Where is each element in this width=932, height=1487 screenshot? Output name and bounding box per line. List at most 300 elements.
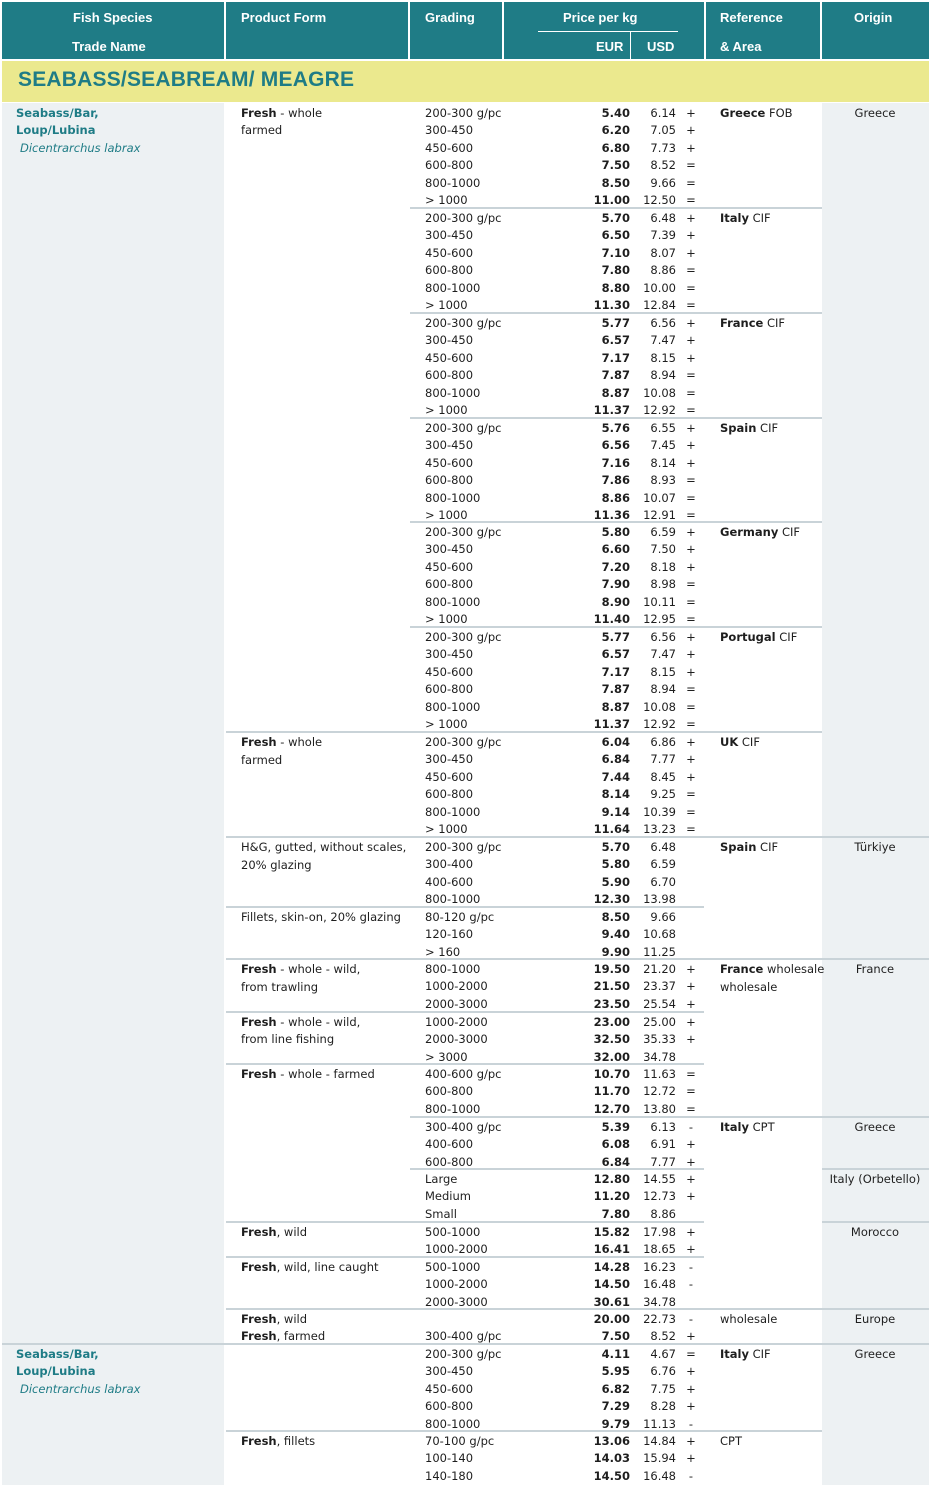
trend-indicator: + — [686, 542, 696, 556]
trend-indicator: + — [686, 1189, 696, 1203]
trend-indicator: = — [686, 491, 696, 505]
price-eur-cell: 9.90 — [601, 945, 630, 959]
header-eur-label: EUR — [596, 39, 624, 54]
grading-cell: 400-600 g/pc — [425, 1067, 502, 1081]
price-usd-cell: 22.73 — [643, 1312, 676, 1326]
price-usd-cell: 14.55 — [643, 1172, 676, 1186]
product-form — [241, 1312, 307, 1326]
product-form-bold: Fresh — [241, 1067, 277, 1081]
trend-indicator: = — [686, 508, 696, 522]
trend-indicator: + — [686, 246, 696, 260]
header-origin — [822, 2, 929, 59]
price-usd-cell: 12.92 — [643, 403, 676, 417]
price-usd-cell: 7.45 — [650, 438, 676, 452]
trend-indicator: = — [686, 368, 696, 382]
price-eur-cell: 11.00 — [593, 193, 630, 207]
price-eur-cell: 14.50 — [593, 1469, 630, 1483]
grading-cell: 200-300 g/pc — [425, 840, 502, 854]
price-eur-cell: 5.90 — [601, 875, 630, 889]
trend-indicator: = — [686, 1084, 696, 1098]
reference-term: CPT — [748, 1120, 775, 1134]
grading-cell: 200-300 g/pc — [425, 211, 502, 225]
grading-cell: 1000-2000 — [425, 1242, 488, 1256]
product-form-bold: Fresh — [241, 962, 277, 976]
grading-cell: 800-1000 — [425, 805, 481, 819]
reference-line2: wholesale — [720, 980, 778, 994]
price-eur-cell: 7.17 — [601, 351, 630, 365]
reference — [720, 211, 771, 225]
grading-cell: 300-450 — [425, 542, 474, 556]
reference: CPT — [720, 1434, 742, 1448]
block-divider — [2, 1343, 929, 1345]
trend-indicator: + — [686, 333, 696, 347]
reference — [720, 421, 778, 435]
reference-term: CIF — [756, 421, 779, 435]
price-eur-cell: 11.30 — [593, 298, 630, 312]
group-divider — [226, 1256, 704, 1258]
group-divider — [226, 906, 704, 908]
grading-cell: 800-1000 — [425, 1417, 481, 1431]
price-usd-cell: 25.00 — [643, 1015, 676, 1029]
price-eur-cell: 9.14 — [601, 805, 630, 819]
reference-country: Italy — [720, 1347, 749, 1361]
price-eur-cell: 32.50 — [593, 1032, 630, 1046]
product-form-line2: farmed — [241, 123, 283, 137]
price-eur-cell: 7.29 — [601, 1399, 630, 1413]
price-usd-cell: 8.45 — [650, 770, 676, 784]
trend-indicator: + — [686, 1451, 696, 1465]
price-eur-cell: 7.44 — [601, 770, 630, 784]
origin: Italy (Orbetello) — [829, 1172, 921, 1186]
grading-cell: 200-300 g/pc — [425, 1347, 502, 1361]
trend-indicator: = — [686, 1102, 696, 1116]
price-usd-cell: 6.56 — [650, 316, 676, 330]
grading-cell: 450-600 — [425, 141, 474, 155]
price-eur-cell: 7.16 — [601, 456, 630, 470]
grading-cell: 800-1000 — [425, 1102, 481, 1116]
price-eur-cell: 8.14 — [601, 787, 630, 801]
trend-indicator: + — [686, 1225, 696, 1239]
price-usd-cell: 7.47 — [650, 647, 676, 661]
product-form-bold: Fresh — [241, 1329, 277, 1343]
trend-indicator: = — [686, 1067, 696, 1081]
price-eur-cell: 8.87 — [601, 386, 630, 400]
price-eur-cell: 11.64 — [593, 822, 630, 836]
price-eur-cell: 8.86 — [601, 491, 630, 505]
trend-indicator: + — [686, 421, 696, 435]
price-usd-cell: 6.59 — [650, 857, 676, 871]
trend-indicator: + — [686, 316, 696, 330]
product-form-text: , wild, line caught — [276, 1260, 379, 1274]
price-usd-cell: 21.20 — [643, 962, 676, 976]
section-band — [2, 61, 929, 102]
price-usd-cell: 8.86 — [650, 1207, 676, 1221]
price-eur-cell: 12.70 — [593, 1102, 630, 1116]
price-eur-cell: 8.87 — [601, 700, 630, 714]
price-eur-cell: 11.37 — [593, 403, 630, 417]
trend-indicator: + — [686, 1032, 696, 1046]
price-usd-cell: 8.07 — [650, 246, 676, 260]
price-usd-cell: 12.91 — [643, 508, 676, 522]
origin-column — [822, 103, 929, 1485]
grading-cell: 800-1000 — [425, 892, 481, 906]
group-divider — [226, 1221, 704, 1223]
price-usd-cell: 6.48 — [650, 840, 676, 854]
trend-indicator: + — [686, 997, 696, 1011]
origin: Greece — [854, 1120, 896, 1134]
price-eur-cell: 5.80 — [601, 525, 630, 539]
reference-term: wholesale — [763, 962, 825, 976]
group-divider — [410, 417, 822, 419]
price-eur-cell: 12.30 — [593, 892, 630, 906]
group-divider — [226, 1430, 822, 1432]
price-eur-cell: 11.70 — [593, 1084, 630, 1098]
price-eur-cell: 6.20 — [601, 123, 630, 137]
price-usd-cell: 14.84 — [643, 1434, 676, 1448]
price-eur-cell: 13.06 — [593, 1434, 630, 1448]
product-form — [241, 1434, 315, 1448]
product-form-line2: farmed — [241, 753, 283, 767]
trend-indicator: = — [686, 193, 696, 207]
trend-indicator: = — [686, 158, 696, 172]
reference-term: FOB — [765, 106, 793, 120]
price-usd-cell: 25.54 — [643, 997, 676, 1011]
price-usd-cell: 12.92 — [643, 717, 676, 731]
trend-indicator: + — [686, 1382, 696, 1396]
grading-cell: > 1000 — [425, 193, 468, 207]
price-eur-cell: 11.20 — [593, 1189, 630, 1203]
trend-indicator: + — [686, 525, 696, 539]
grading-cell: 600-800 — [425, 787, 474, 801]
price-usd-cell: 12.50 — [643, 193, 676, 207]
group-divider — [822, 1221, 929, 1223]
price-eur-cell: 11.40 — [593, 612, 630, 626]
header-grading — [410, 2, 502, 59]
price-usd-cell: 8.52 — [650, 1329, 676, 1343]
product-form-text: - whole — [276, 735, 323, 749]
price-eur-cell: 21.50 — [593, 979, 630, 993]
price-usd-cell: 8.28 — [650, 1399, 676, 1413]
trend-indicator: + — [686, 1242, 696, 1256]
trend-indicator: = — [686, 717, 696, 731]
price-usd-cell: 17.98 — [643, 1225, 676, 1239]
price-usd-cell: 8.15 — [650, 351, 676, 365]
trend-indicator: = — [686, 787, 696, 801]
header-area-label: & Area — [720, 39, 762, 54]
product-form-bold: Fresh — [241, 1260, 277, 1274]
price-usd-cell: 8.52 — [650, 158, 676, 172]
product-form: Fillets, skin-on, 20% glazing — [241, 910, 401, 924]
reference-country: Italy — [720, 211, 749, 225]
header-origin-label: Origin — [854, 10, 893, 25]
price-usd-cell: 10.11 — [643, 595, 676, 609]
price-eur-cell: 7.10 — [601, 246, 630, 260]
trend-indicator: + — [686, 106, 696, 120]
reference — [720, 962, 824, 976]
grading-cell: 200-300 g/pc — [425, 735, 502, 749]
price-usd-cell: 10.00 — [643, 281, 676, 295]
price-usd-cell: 7.75 — [650, 1382, 676, 1396]
grading-cell: 450-600 — [425, 246, 474, 260]
price-usd-cell: 12.95 — [643, 612, 676, 626]
price-usd-cell: 16.48 — [643, 1469, 676, 1483]
price-usd-cell: 35.33 — [643, 1032, 676, 1046]
price-eur-cell: 6.60 — [601, 542, 630, 556]
price-usd-cell: 6.70 — [650, 875, 676, 889]
grading-cell: 800-1000 — [425, 491, 481, 505]
group-divider — [410, 626, 822, 628]
grading-cell: 500-1000 — [425, 1225, 481, 1239]
reference-country: Germany — [720, 525, 779, 539]
origin: Greece — [854, 106, 896, 120]
price-usd-cell: 13.80 — [643, 1102, 676, 1116]
grading-cell: Large — [425, 1172, 458, 1186]
price-eur-cell: 7.20 — [601, 560, 630, 574]
grading-cell: > 1000 — [425, 822, 468, 836]
trend-indicator: = — [686, 822, 696, 836]
trend-indicator: + — [686, 1399, 696, 1413]
reference-term: CIF — [738, 735, 760, 749]
grading-cell: > 1000 — [425, 298, 468, 312]
price-eur-cell: 19.50 — [593, 962, 630, 976]
grading-cell: 140-180 — [425, 1469, 474, 1483]
price-usd-cell: 6.55 — [650, 421, 676, 435]
product-form-text: , wild — [276, 1312, 308, 1326]
grading-cell: 600-800 — [425, 1399, 474, 1413]
grading-cell: 600-800 — [425, 158, 474, 172]
reference-country: France — [720, 316, 764, 330]
trend-indicator: + — [686, 735, 696, 749]
price-usd-cell: 9.25 — [650, 787, 676, 801]
price-eur-cell: 7.80 — [601, 263, 630, 277]
reference-country: Spain — [720, 840, 757, 854]
product-form-bold: Fresh — [241, 1015, 277, 1029]
price-eur-cell: 9.79 — [601, 1417, 630, 1431]
grading-cell: > 1000 — [425, 612, 468, 626]
product-form-line2: 20% glazing — [241, 858, 312, 872]
group-divider — [822, 1168, 929, 1170]
price-eur-cell: 4.11 — [601, 1347, 630, 1361]
trend-indicator: + — [686, 1137, 696, 1151]
grading-cell: 300-450 — [425, 228, 474, 242]
price-eur-cell: 5.77 — [601, 630, 630, 644]
group-divider — [410, 312, 822, 314]
trend-indicator: = — [686, 1347, 696, 1361]
grading-cell: 800-1000 — [425, 595, 481, 609]
header-reference-label: Reference — [720, 10, 783, 25]
product-form-line2: from line fishing — [241, 1032, 335, 1046]
price-eur-cell: 5.39 — [601, 1120, 630, 1134]
trend-indicator: + — [686, 979, 696, 993]
header-reference — [706, 2, 820, 59]
grading-cell: 300-450 — [425, 1364, 474, 1378]
reference — [720, 1120, 775, 1134]
price-usd-cell: 11.63 — [643, 1067, 676, 1081]
section-title: SEABASS/SEABREAM/ MEAGRE — [18, 68, 355, 91]
species-latin: Dicentrarchus labrax — [20, 1382, 141, 1396]
price-eur-cell: 12.80 — [593, 1172, 630, 1186]
product-form — [241, 1015, 360, 1029]
product-form — [241, 1260, 379, 1274]
grading-cell: Small — [425, 1207, 457, 1221]
grading-cell: 450-600 — [425, 351, 474, 365]
grading-cell: 200-300 g/pc — [425, 525, 502, 539]
price-usd-cell: 12.73 — [643, 1189, 676, 1203]
reference — [720, 735, 760, 749]
grading-cell: 600-800 — [425, 682, 474, 696]
price-eur-cell: 11.37 — [593, 717, 630, 731]
price-eur-cell: 6.50 — [601, 228, 630, 242]
grading-cell: 400-600 — [425, 1137, 474, 1151]
group-divider — [226, 1011, 704, 1013]
price-usd-cell: 11.13 — [643, 1417, 676, 1431]
price-usd-cell: 8.93 — [650, 473, 676, 487]
grading-cell: 300-450 — [425, 752, 474, 766]
trend-indicator: - — [688, 1469, 694, 1483]
product-form-text: , farmed — [276, 1329, 326, 1343]
trend-indicator: - — [688, 1417, 694, 1431]
price-eur-cell: 8.80 — [601, 281, 630, 295]
product-form-bold: Fresh — [241, 1225, 277, 1239]
species-name: Seabass/Bar, — [16, 106, 99, 120]
reference-country: UK — [720, 735, 739, 749]
trend-indicator: + — [686, 752, 696, 766]
price-eur-cell: 6.84 — [601, 1155, 630, 1169]
product-form — [241, 1067, 375, 1081]
price-eur-cell: 7.87 — [601, 368, 630, 382]
species-column — [2, 103, 224, 1485]
price-usd-cell: 8.15 — [650, 665, 676, 679]
grading-cell: > 3000 — [425, 1050, 468, 1064]
reference-country: France — [720, 962, 764, 976]
price-eur-cell: 10.70 — [593, 1067, 630, 1081]
origin: France — [855, 962, 895, 976]
price-eur-cell: 6.56 — [601, 438, 630, 452]
reference — [720, 840, 778, 854]
price-usd-cell: 34.78 — [643, 1050, 676, 1064]
price-eur-cell: 7.86 — [601, 473, 630, 487]
price-usd-cell: 8.86 — [650, 263, 676, 277]
trend-indicator: + — [686, 560, 696, 574]
price-eur-cell: 20.00 — [593, 1312, 630, 1326]
reference-term: CIF — [748, 211, 771, 225]
trend-indicator: + — [686, 123, 696, 137]
price-usd-cell: 9.66 — [650, 176, 676, 190]
price-usd-cell: 7.39 — [650, 228, 676, 242]
grading-cell: Medium — [425, 1189, 471, 1203]
grading-cell: 800-1000 — [425, 962, 481, 976]
product-form — [241, 1225, 307, 1239]
grading-cell: 200-300 g/pc — [425, 106, 502, 120]
price-eur-cell: 7.50 — [601, 1329, 630, 1343]
trend-indicator: + — [686, 1015, 696, 1029]
trend-indicator: + — [686, 1329, 696, 1343]
trend-indicator: = — [686, 577, 696, 591]
price-usd-cell: 13.23 — [643, 822, 676, 836]
trend-indicator: + — [686, 962, 696, 976]
product-form-text: - whole — [276, 106, 323, 120]
grading-cell: 2000-3000 — [425, 1295, 488, 1309]
grading-cell: 300-450 — [425, 647, 474, 661]
price-usd-cell: 6.48 — [650, 211, 676, 225]
grading-cell: 400-600 — [425, 875, 474, 889]
grading-cell: 450-600 — [425, 1382, 474, 1396]
price-eur-cell: 6.04 — [601, 735, 630, 749]
price-usd-cell: 7.47 — [650, 333, 676, 347]
grading-cell: 300-450 — [425, 123, 474, 137]
price-eur-cell: 23.00 — [593, 1015, 630, 1029]
price-eur-cell: 9.40 — [601, 927, 630, 941]
price-eur-cell: 6.80 — [601, 141, 630, 155]
grading-cell: 300-450 — [425, 438, 474, 452]
price-usd-cell: 15.94 — [643, 1451, 676, 1465]
price-eur-cell: 6.84 — [601, 752, 630, 766]
price-eur-cell: 5.80 — [601, 857, 630, 871]
grading-cell: 1000-2000 — [425, 1015, 488, 1029]
grading-cell: 120-160 — [425, 927, 474, 941]
grading-cell: 1000-2000 — [425, 1277, 488, 1291]
trend-indicator: + — [686, 630, 696, 644]
trend-indicator: = — [686, 805, 696, 819]
product-form-text: - whole - farmed — [276, 1067, 375, 1081]
trend-indicator: = — [686, 281, 696, 295]
product-form-text: - whole - wild, — [276, 962, 361, 976]
price-usd-cell: 6.13 — [650, 1120, 676, 1134]
trend-indicator: = — [686, 595, 696, 609]
price-eur-cell: 7.17 — [601, 665, 630, 679]
grading-cell: 200-300 g/pc — [425, 630, 502, 644]
price-usd-cell: 6.76 — [650, 1364, 676, 1378]
price-eur-cell: 15.82 — [593, 1225, 630, 1239]
price-eur-cell: 7.87 — [601, 682, 630, 696]
price-eur-cell: 7.80 — [601, 1207, 630, 1221]
species-name: Loup/Lubina — [16, 1364, 96, 1378]
grading-cell: 450-600 — [425, 560, 474, 574]
trend-indicator: + — [686, 1364, 696, 1378]
trend-indicator: = — [686, 263, 696, 277]
trend-indicator: = — [686, 403, 696, 417]
price-usd-cell: 10.08 — [643, 386, 676, 400]
group-divider — [226, 731, 822, 733]
price-usd-cell: 6.14 — [650, 106, 676, 120]
grading-cell: > 160 — [425, 945, 461, 959]
price-usd-cell: 8.94 — [650, 682, 676, 696]
product-form-bold: Fresh — [241, 1434, 277, 1448]
product-form-bold: Fresh — [241, 735, 277, 749]
trend-indicator: - — [688, 1277, 694, 1291]
price-eur-cell: 5.70 — [601, 211, 630, 225]
product-form — [241, 106, 322, 120]
grading-cell: 80-120 g/pc — [425, 910, 495, 924]
price-eur-cell: 5.70 — [601, 840, 630, 854]
price-eur-cell: 8.50 — [601, 176, 630, 190]
price-eur-cell: 30.61 — [593, 1295, 630, 1309]
grading-cell: 300-450 — [425, 333, 474, 347]
price-eur-cell: 5.40 — [601, 106, 630, 120]
price-usd-cell: 12.72 — [643, 1084, 676, 1098]
price-usd-cell: 7.77 — [650, 752, 676, 766]
price-eur-cell: 11.36 — [593, 508, 630, 522]
trend-indicator: - — [688, 1312, 694, 1326]
product-form-text: , fillets — [276, 1434, 316, 1448]
price-usd-cell: 9.66 — [650, 910, 676, 924]
trend-indicator: + — [686, 211, 696, 225]
origin: Morocco — [850, 1225, 900, 1239]
price-usd-cell: 18.65 — [643, 1242, 676, 1256]
trend-indicator: = — [686, 386, 696, 400]
price-usd-cell: 8.98 — [650, 577, 676, 591]
grading-cell: 450-600 — [425, 665, 474, 679]
